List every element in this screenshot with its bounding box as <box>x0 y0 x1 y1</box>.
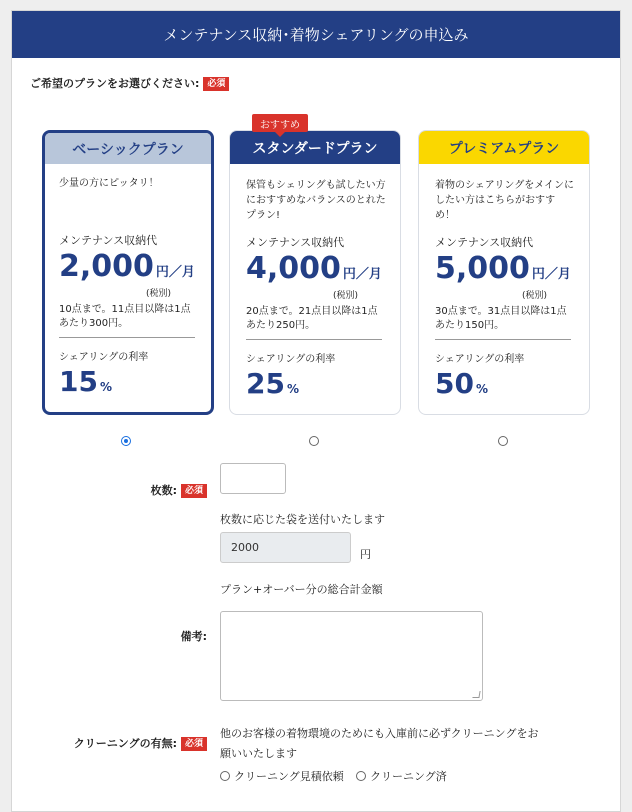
price-unit: 円／月 <box>342 267 382 282</box>
rate-label: シェアリングの利率 <box>435 354 525 365</box>
card-divider <box>59 337 195 338</box>
quantity-label-text: 枚数: <box>150 484 177 497</box>
rate-value: 50 <box>435 367 474 400</box>
required-badge: 必須 <box>181 737 207 751</box>
plan-note: 20点まで。21点目以降は1点あたり250円。 <box>246 306 378 331</box>
total-unit: 円 <box>360 548 371 561</box>
plan-card-header <box>419 131 589 164</box>
plan-name: ベーシックプラン <box>72 141 184 158</box>
fee-label: メンテナンス収納代 <box>59 234 158 247</box>
notes-textarea[interactable] <box>220 611 483 701</box>
quantity-label <box>151 482 207 498</box>
total-amount-field[interactable]: 2000 <box>220 532 351 563</box>
fee-label: メンテナンス収納代 <box>246 236 345 249</box>
rate-label: シェアリングの利率 <box>59 352 149 363</box>
plan-card-header <box>230 131 400 164</box>
plan-name: プレミアムプラン <box>448 140 560 157</box>
plan-name: スタンダードプラン <box>252 140 378 157</box>
required-badge: 必須 <box>203 77 229 91</box>
cleaning-estimate-radio[interactable] <box>220 771 230 781</box>
rate-label: シェアリングの利率 <box>246 354 336 365</box>
price-unit: 円／月 <box>531 267 571 282</box>
rate-unit: % <box>99 380 112 394</box>
card-divider <box>435 339 571 340</box>
plan-card-standard[interactable] <box>229 130 401 415</box>
plan-card-header <box>45 133 211 164</box>
tax-note: (税別) <box>332 291 358 301</box>
required-badge: 必須 <box>181 484 207 498</box>
cleaning-label-text: クリーニングの有無: <box>73 737 177 750</box>
plan-card-premium[interactable] <box>418 130 590 415</box>
plan-price <box>435 252 575 292</box>
rate-unit: % <box>475 382 488 396</box>
plan-description: 保管もシェリングも試したい方におすすめなバランスのとれたプラン! <box>246 180 386 221</box>
cleaning-option-estimate[interactable] <box>220 768 344 784</box>
plan-rate <box>246 367 386 400</box>
price-amount: 4,000 <box>246 251 341 286</box>
plan-radio-basic[interactable] <box>121 436 131 446</box>
quantity-help-text: 枚数に応じた袋を送付いたします <box>220 513 385 526</box>
plan-card-basic[interactable] <box>42 130 214 415</box>
rate-unit: % <box>286 382 299 396</box>
plan-selection-text: ご希望のプランをお選びください: <box>30 77 200 90</box>
form-header <box>12 11 620 58</box>
notes-label <box>181 628 207 644</box>
plan-radio-standard[interactable] <box>309 436 319 446</box>
total-help-text: プラン+オーバー分の総合計金額 <box>220 583 383 596</box>
rate-value: 15 <box>59 365 98 398</box>
price-unit: 円／月 <box>155 265 195 280</box>
tax-note: (税別) <box>521 291 547 301</box>
plan-selection-label <box>30 75 229 91</box>
cleaning-help-text: 他のお客様の着物環境のためにも入庫前に必ずクリーニングをお願いいたします <box>220 727 539 760</box>
plan-rate <box>59 365 199 398</box>
plan-rate <box>435 367 575 400</box>
plan-price <box>246 252 386 292</box>
recommended-badge <box>252 114 308 132</box>
form-title: メンテナンス収納･着物シェアリングの申込み <box>163 26 469 44</box>
cleaning-option-label: クリーニング見積依頼 <box>234 770 344 783</box>
card-divider <box>246 339 382 340</box>
tax-note: (税別) <box>145 289 171 299</box>
price-amount: 2,000 <box>59 249 154 284</box>
plan-price <box>59 250 199 290</box>
rate-value: 25 <box>246 367 285 400</box>
cleaning-option-done[interactable] <box>356 768 447 784</box>
plan-note: 10点まで。11点目以降は1点あたり300円。 <box>59 304 191 329</box>
recommended-text: おすすめ <box>259 119 301 131</box>
quantity-input[interactable] <box>220 463 286 494</box>
plan-description: 着物のシェアリングをメインにしたい方はこちらがおすすめ！ <box>435 180 574 221</box>
plan-radio-premium[interactable] <box>498 436 508 446</box>
cleaning-option-label: クリーニング済 <box>370 770 447 783</box>
plan-note: 30点まで。31点目以降は1点あたり150円。 <box>435 306 567 331</box>
fee-label: メンテナンス収納代 <box>435 236 534 249</box>
notes-label-text: 備考: <box>180 630 207 643</box>
cleaning-done-radio[interactable] <box>356 771 366 781</box>
price-amount: 5,000 <box>435 251 530 286</box>
plan-description: 少量の方にピッタリ！ <box>59 178 159 189</box>
cleaning-label <box>74 735 207 751</box>
